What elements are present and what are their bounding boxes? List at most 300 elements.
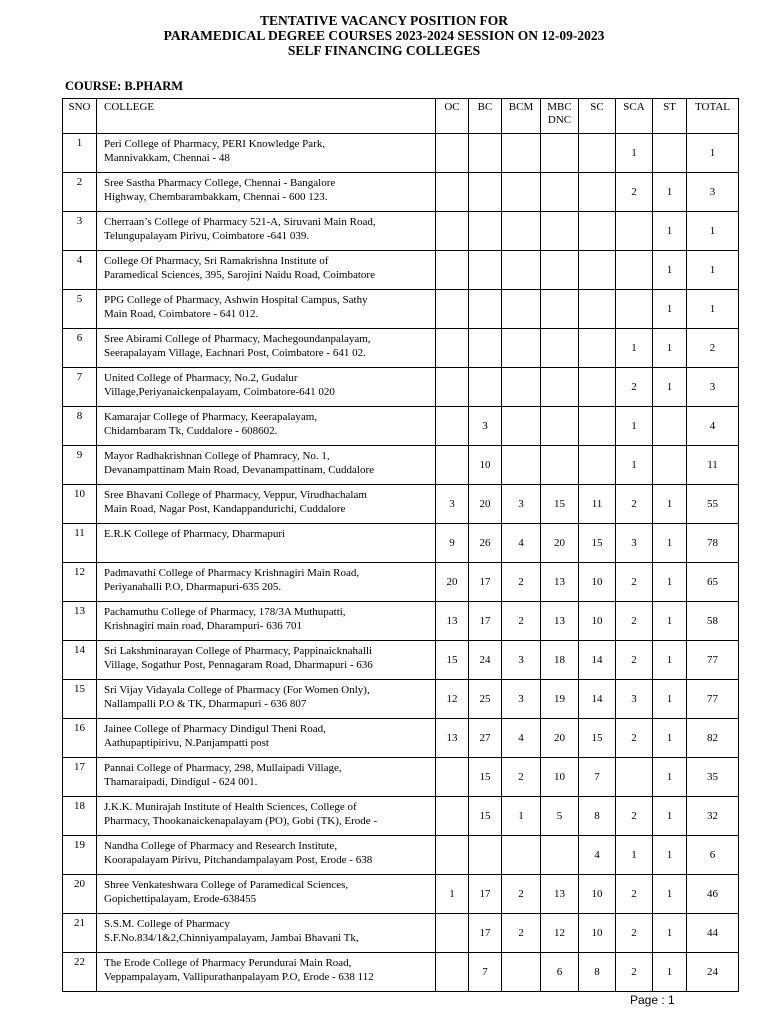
cell-sc bbox=[579, 173, 616, 212]
cell-college bbox=[97, 290, 436, 329]
cell-mbc: 13 bbox=[541, 602, 579, 641]
cell-sno: 20 bbox=[63, 875, 97, 914]
cell-college bbox=[97, 251, 436, 290]
cell-bc bbox=[469, 212, 502, 251]
cell-bc bbox=[469, 290, 502, 329]
cell-college bbox=[97, 719, 436, 758]
cell-total: 4 bbox=[687, 407, 739, 446]
cell-total: 55 bbox=[687, 485, 739, 524]
cell-bc: 17 bbox=[469, 563, 502, 602]
cell-st: 1 bbox=[653, 602, 687, 641]
cell-bc: 7 bbox=[469, 953, 502, 992]
cell-bcm bbox=[502, 212, 541, 251]
cell-sca bbox=[616, 758, 653, 797]
title-line-1: TENTATIVE VACANCY POSITION FOR bbox=[260, 13, 508, 28]
college-name-line-1: Peri College of Pharmacy, PERI Knowledge Park, bbox=[104, 138, 326, 150]
cell-sca: 1 bbox=[616, 407, 653, 446]
college-name-line-2: Seerapalayam Village, Eachnari Post, Coimbatore - 641 02. bbox=[104, 347, 366, 359]
page-number: Page : 1 bbox=[630, 993, 675, 1007]
cell-oc bbox=[436, 368, 469, 407]
cell-sc: 11 bbox=[579, 485, 616, 524]
cell-bcm bbox=[502, 368, 541, 407]
table-row bbox=[63, 524, 739, 563]
cell-sno: 15 bbox=[63, 680, 97, 719]
cell-college bbox=[97, 524, 436, 563]
cell-sc bbox=[579, 329, 616, 368]
cell-bc: 26 bbox=[469, 524, 502, 563]
college-name-line-1: United College of Pharmacy, No.2, Gudalur bbox=[104, 372, 298, 384]
college-name-line-2: Mannivakkam, Chennai - 48 bbox=[104, 152, 230, 164]
cell-sca bbox=[616, 290, 653, 329]
cell-mbc bbox=[541, 407, 579, 446]
cell-sca: 1 bbox=[616, 329, 653, 368]
cell-oc: 20 bbox=[436, 563, 469, 602]
college-name-line-2: Aathupaptipirivu, N.Panjampatti post bbox=[104, 737, 269, 749]
college-name-line-2: Village, Sogathur Post, Pennagaram Road, Dharmapuri - 636 bbox=[104, 659, 373, 671]
cell-sca bbox=[616, 212, 653, 251]
cell-bc: 17 bbox=[469, 602, 502, 641]
college-name-line-2: Main Road, Coimbatore - 641 012. bbox=[104, 308, 259, 320]
cell-bcm bbox=[502, 407, 541, 446]
cell-college bbox=[97, 407, 436, 446]
table-row bbox=[63, 836, 739, 875]
college-name-line-2: Krishnagiri main road, Dharampuri- 636 701 bbox=[104, 620, 302, 632]
cell-st bbox=[653, 134, 687, 173]
cell-mbc: 20 bbox=[541, 524, 579, 563]
cell-mbc: 19 bbox=[541, 680, 579, 719]
college-name-line-1: Jainee College of Pharmacy Dindigul Theni Road, bbox=[104, 723, 326, 735]
cell-mbc bbox=[541, 134, 579, 173]
cell-sca bbox=[616, 251, 653, 290]
cell-mbc: 15 bbox=[541, 485, 579, 524]
cell-st: 1 bbox=[653, 329, 687, 368]
cell-st bbox=[653, 407, 687, 446]
cell-oc: 1 bbox=[436, 875, 469, 914]
col-header-mbc: MBC bbox=[547, 101, 572, 113]
cell-sca: 1 bbox=[616, 134, 653, 173]
cell-sno: 3 bbox=[63, 212, 97, 251]
cell-st: 1 bbox=[653, 953, 687, 992]
cell-total: 35 bbox=[687, 758, 739, 797]
cell-sc: 7 bbox=[579, 758, 616, 797]
cell-sc bbox=[579, 212, 616, 251]
cell-sno: 6 bbox=[63, 329, 97, 368]
cell-bcm bbox=[502, 953, 541, 992]
cell-oc bbox=[436, 914, 469, 953]
cell-college bbox=[97, 953, 436, 992]
cell-oc bbox=[436, 446, 469, 485]
cell-st: 1 bbox=[653, 758, 687, 797]
college-name-line-1: PPG College of Pharmacy, Ashwin Hospital Campus, Sathy bbox=[104, 294, 368, 306]
cell-sc: 10 bbox=[579, 602, 616, 641]
col-header-college: COLLEGE bbox=[97, 99, 436, 134]
college-name-line-2: Pharmacy, Thookanaickenapalayam (PO), Gobi (TK), Erode - bbox=[104, 815, 378, 827]
cell-sc bbox=[579, 446, 616, 485]
cell-total: 11 bbox=[687, 446, 739, 485]
cell-oc: 13 bbox=[436, 602, 469, 641]
cell-bc bbox=[469, 368, 502, 407]
title-line-3: SELF FINANCING COLLEGES bbox=[287, 43, 481, 58]
cell-total: 82 bbox=[687, 719, 739, 758]
cell-total: 1 bbox=[687, 290, 739, 329]
col-header-oc: OC bbox=[436, 99, 469, 134]
table-row bbox=[63, 251, 739, 290]
table-row bbox=[63, 485, 739, 524]
college-name-line-2: S.F.No.834/1&2,Chinniyampalayam, Jambai Bhavani Tk, bbox=[104, 932, 359, 944]
cell-college bbox=[97, 368, 436, 407]
table-row bbox=[63, 914, 739, 953]
cell-total: 2 bbox=[687, 329, 739, 368]
table-row bbox=[63, 875, 739, 914]
college-name-line-1: Shree Venkateshwara College of Paramedical Sciences, bbox=[104, 879, 349, 891]
table-row bbox=[63, 212, 739, 251]
cell-sno: 14 bbox=[63, 641, 97, 680]
cell-bc bbox=[469, 329, 502, 368]
cell-total: 77 bbox=[687, 641, 739, 680]
cell-college bbox=[97, 563, 436, 602]
cell-sc: 15 bbox=[579, 524, 616, 563]
table-row bbox=[63, 563, 739, 602]
cell-sca: 2 bbox=[616, 875, 653, 914]
college-name-line-1: Pachamuthu College of Pharmacy, 178/3A Muthupatti, bbox=[104, 606, 346, 618]
cell-total: 46 bbox=[687, 875, 739, 914]
table-body bbox=[63, 134, 739, 992]
cell-sno: 21 bbox=[63, 914, 97, 953]
vacancy-table bbox=[62, 98, 739, 992]
cell-bc: 20 bbox=[469, 485, 502, 524]
college-name-line-1: Padmavathi College of Pharmacy Krishnagiri Main Road, bbox=[104, 567, 360, 579]
cell-college bbox=[97, 212, 436, 251]
cell-bcm: 4 bbox=[502, 524, 541, 563]
cell-sno: 2 bbox=[63, 173, 97, 212]
table-row bbox=[63, 797, 739, 836]
cell-sc: 14 bbox=[579, 641, 616, 680]
college-name-line-1: Sri Lakshminarayan College of Pharmacy, Pappinaicknahalli bbox=[104, 645, 373, 657]
cell-sca: 3 bbox=[616, 524, 653, 563]
cell-mbc: 6 bbox=[541, 953, 579, 992]
cell-sc bbox=[579, 368, 616, 407]
college-name-line-2: Telungupalayam Pirivu, Coimbatore -641 039. bbox=[104, 230, 310, 242]
cell-mbc bbox=[541, 290, 579, 329]
college-name-line-1: Mayor Radhakrishnan College of Phamracy, No. 1, bbox=[104, 450, 330, 462]
college-name-line-2: Periyanahalli P.O, Dharmapuri-635 205. bbox=[104, 581, 282, 593]
table-row bbox=[63, 719, 739, 758]
col-header-bc: BC bbox=[469, 99, 502, 134]
table-row bbox=[63, 641, 739, 680]
cell-college bbox=[97, 836, 436, 875]
cell-bcm bbox=[502, 134, 541, 173]
cell-bcm bbox=[502, 290, 541, 329]
cell-bc: 15 bbox=[469, 797, 502, 836]
cell-bcm bbox=[502, 329, 541, 368]
cell-bc: 24 bbox=[469, 641, 502, 680]
cell-bc: 17 bbox=[469, 875, 502, 914]
cell-total: 58 bbox=[687, 602, 739, 641]
cell-college bbox=[97, 173, 436, 212]
cell-sc: 4 bbox=[579, 836, 616, 875]
college-name-line-2: Highway, Chembarambakkam, Chennai - 600 123. bbox=[104, 191, 328, 203]
cell-bc: 15 bbox=[469, 758, 502, 797]
cell-college bbox=[97, 758, 436, 797]
cell-mbc: 13 bbox=[541, 563, 579, 602]
col-header-bcm: BCM bbox=[502, 99, 541, 134]
college-name-line-2: Koorapalayam Pirivu, Pitchandampalayam Post, Erode - 638 bbox=[104, 854, 373, 866]
cell-bc bbox=[469, 173, 502, 212]
table-row bbox=[63, 953, 739, 992]
cell-sc bbox=[579, 407, 616, 446]
cell-sno: 18 bbox=[63, 797, 97, 836]
college-name-line-1: S.S.M. College of Pharmacy bbox=[104, 918, 230, 930]
cell-sno: 5 bbox=[63, 290, 97, 329]
cell-total: 1 bbox=[687, 134, 739, 173]
table-row bbox=[63, 329, 739, 368]
college-name-line-1: Sree Bhavani College of Pharmacy, Veppur, Virudhachalam bbox=[104, 489, 367, 501]
cell-sca: 2 bbox=[616, 641, 653, 680]
col-header-mbc-dnc bbox=[541, 99, 579, 134]
cell-oc: 12 bbox=[436, 680, 469, 719]
cell-oc bbox=[436, 407, 469, 446]
cell-oc bbox=[436, 953, 469, 992]
cell-st: 1 bbox=[653, 368, 687, 407]
cell-mbc: 5 bbox=[541, 797, 579, 836]
table-row bbox=[63, 602, 739, 641]
college-name-line-1: Cherraan’s College of Pharmacy 521-A, Siruvani Main Road, bbox=[104, 216, 376, 228]
college-name-line-2: Village,Periyanaickenpalayam, Coimbatore-641 020 bbox=[104, 386, 335, 398]
cell-sc: 14 bbox=[579, 680, 616, 719]
cell-sca: 3 bbox=[616, 680, 653, 719]
cell-sc bbox=[579, 290, 616, 329]
cell-sc: 8 bbox=[579, 953, 616, 992]
col-header-dnc: DNC bbox=[547, 114, 572, 126]
cell-sno: 9 bbox=[63, 446, 97, 485]
cell-sca: 2 bbox=[616, 563, 653, 602]
cell-st: 1 bbox=[653, 173, 687, 212]
cell-sno: 1 bbox=[63, 134, 97, 173]
cell-bcm: 2 bbox=[502, 563, 541, 602]
cell-bcm: 3 bbox=[502, 680, 541, 719]
cell-sca: 1 bbox=[616, 446, 653, 485]
table-row bbox=[63, 446, 739, 485]
cell-st: 1 bbox=[653, 251, 687, 290]
cell-mbc bbox=[541, 251, 579, 290]
college-name-line-1: E.R.K College of Pharmacy, Dharmapuri bbox=[104, 528, 286, 540]
cell-sno: 13 bbox=[63, 602, 97, 641]
col-header-sno: SNO bbox=[63, 99, 97, 134]
cell-sc: 8 bbox=[579, 797, 616, 836]
cell-sca: 2 bbox=[616, 719, 653, 758]
cell-bcm: 3 bbox=[502, 641, 541, 680]
college-name-line-1: Pannai College of Pharmacy, 298, Mullaipadi Village, bbox=[104, 762, 342, 774]
cell-sno: 7 bbox=[63, 368, 97, 407]
cell-mbc bbox=[541, 368, 579, 407]
college-name-line-2: Paramedical Sciences, 395, Sarojini Naidu Road, Coimbatore bbox=[104, 269, 375, 281]
table-row bbox=[63, 758, 739, 797]
cell-sca: 2 bbox=[616, 914, 653, 953]
cell-oc bbox=[436, 212, 469, 251]
cell-sno: 8 bbox=[63, 407, 97, 446]
cell-oc bbox=[436, 797, 469, 836]
cell-college bbox=[97, 641, 436, 680]
cell-st: 1 bbox=[653, 212, 687, 251]
college-name-line-1: J.K.K. Munirajah Institute of Health Sciences, College of bbox=[104, 801, 357, 813]
cell-sca: 2 bbox=[616, 485, 653, 524]
college-name-line-1: Nandha College of Pharmacy and Research Institute, bbox=[104, 840, 338, 852]
table-row bbox=[63, 680, 739, 719]
cell-st: 1 bbox=[653, 641, 687, 680]
college-name-line-1: Sri Vijay Vidayala College of Pharmacy (For Women Only), bbox=[104, 684, 370, 696]
cell-sno: 12 bbox=[63, 563, 97, 602]
cell-college bbox=[97, 875, 436, 914]
cell-st: 1 bbox=[653, 485, 687, 524]
cell-mbc: 13 bbox=[541, 875, 579, 914]
cell-oc: 15 bbox=[436, 641, 469, 680]
col-header-total: TOTAL bbox=[687, 99, 739, 134]
cell-bcm: 2 bbox=[502, 914, 541, 953]
cell-total: 1 bbox=[687, 212, 739, 251]
cell-bcm bbox=[502, 836, 541, 875]
cell-bcm: 2 bbox=[502, 875, 541, 914]
cell-bcm: 2 bbox=[502, 758, 541, 797]
cell-oc: 9 bbox=[436, 524, 469, 563]
cell-bc bbox=[469, 836, 502, 875]
cell-sc: 10 bbox=[579, 914, 616, 953]
cell-bcm: 3 bbox=[502, 485, 541, 524]
cell-st bbox=[653, 446, 687, 485]
cell-total: 77 bbox=[687, 680, 739, 719]
course-label: COURSE: B.PHARM bbox=[65, 79, 184, 93]
table-header-row bbox=[63, 99, 739, 134]
cell-sc bbox=[579, 251, 616, 290]
cell-bc: 3 bbox=[469, 407, 502, 446]
cell-oc bbox=[436, 134, 469, 173]
cell-sno: 16 bbox=[63, 719, 97, 758]
college-name-line-2: Gopichettipalayam, Erode-638455 bbox=[104, 893, 257, 905]
cell-sno: 4 bbox=[63, 251, 97, 290]
cell-sc: 10 bbox=[579, 875, 616, 914]
cell-bc bbox=[469, 134, 502, 173]
cell-mbc: 18 bbox=[541, 641, 579, 680]
cell-bcm bbox=[502, 446, 541, 485]
cell-mbc: 10 bbox=[541, 758, 579, 797]
cell-sno: 22 bbox=[63, 953, 97, 992]
cell-oc bbox=[436, 329, 469, 368]
cell-total: 32 bbox=[687, 797, 739, 836]
college-name-line-1: Kamarajar College of Pharmacy, Keerapalayam, bbox=[104, 411, 318, 423]
cell-total: 3 bbox=[687, 173, 739, 212]
cell-sc: 15 bbox=[579, 719, 616, 758]
cell-college bbox=[97, 329, 436, 368]
cell-total: 3 bbox=[687, 368, 739, 407]
cell-total: 24 bbox=[687, 953, 739, 992]
cell-college bbox=[97, 680, 436, 719]
col-header-sca: SCA bbox=[616, 99, 653, 134]
cell-college bbox=[97, 914, 436, 953]
cell-st: 1 bbox=[653, 914, 687, 953]
cell-college bbox=[97, 446, 436, 485]
cell-total: 44 bbox=[687, 914, 739, 953]
cell-sca: 2 bbox=[616, 368, 653, 407]
cell-college bbox=[97, 485, 436, 524]
cell-sno: 19 bbox=[63, 836, 97, 875]
cell-oc bbox=[436, 173, 469, 212]
table-row bbox=[63, 173, 739, 212]
cell-total: 1 bbox=[687, 251, 739, 290]
cell-college bbox=[97, 602, 436, 641]
cell-st: 1 bbox=[653, 290, 687, 329]
cell-oc bbox=[436, 758, 469, 797]
cell-st: 1 bbox=[653, 563, 687, 602]
cell-st: 1 bbox=[653, 875, 687, 914]
cell-sno: 10 bbox=[63, 485, 97, 524]
cell-sno: 17 bbox=[63, 758, 97, 797]
cell-bc: 10 bbox=[469, 446, 502, 485]
cell-mbc: 20 bbox=[541, 719, 579, 758]
cell-sca: 2 bbox=[616, 797, 653, 836]
college-name-line-1: The Erode College of Pharmacy Perundurai Main Road, bbox=[104, 957, 352, 969]
cell-college bbox=[97, 797, 436, 836]
cell-oc: 13 bbox=[436, 719, 469, 758]
cell-bc bbox=[469, 251, 502, 290]
college-name-line-2: Thamaraipadi, Dindigul - 624 001. bbox=[104, 776, 258, 788]
cell-mbc bbox=[541, 836, 579, 875]
cell-sno: 11 bbox=[63, 524, 97, 563]
cell-mbc bbox=[541, 446, 579, 485]
cell-total: 6 bbox=[687, 836, 739, 875]
cell-bcm bbox=[502, 251, 541, 290]
cell-st: 1 bbox=[653, 680, 687, 719]
col-header-sc: SC bbox=[579, 99, 616, 134]
cell-total: 78 bbox=[687, 524, 739, 563]
table-row bbox=[63, 134, 739, 173]
cell-sc: 10 bbox=[579, 563, 616, 602]
cell-bcm bbox=[502, 173, 541, 212]
cell-mbc bbox=[541, 329, 579, 368]
cell-mbc bbox=[541, 212, 579, 251]
college-name-line-2: Veppampalayam, Vallipurathanpalayam P.O, Erode - 638 112 bbox=[104, 971, 374, 983]
cell-sc bbox=[579, 134, 616, 173]
cell-mbc bbox=[541, 173, 579, 212]
cell-oc bbox=[436, 290, 469, 329]
cell-oc bbox=[436, 836, 469, 875]
college-name-line-1: Sree Sastha Pharmacy College, Chennai - Bangalore bbox=[104, 177, 336, 189]
cell-st: 1 bbox=[653, 719, 687, 758]
cell-bcm: 1 bbox=[502, 797, 541, 836]
college-name-line-2: Devanampattinam Main Road, Devanampattinam, Cuddalore bbox=[104, 464, 375, 476]
cell-total: 65 bbox=[687, 563, 739, 602]
college-name-line-1: College Of Pharmacy, Sri Ramakrishna Institute of bbox=[104, 255, 329, 267]
college-name-line-2: Chidambaram Tk, Cuddalore - 608602. bbox=[104, 425, 278, 437]
cell-bcm: 4 bbox=[502, 719, 541, 758]
college-name-line-2: Main Road, Nagar Post, Kandappandurichi, Cuddalore bbox=[104, 503, 346, 515]
college-name-line-2: Nallampalli P.O & TK, Dharmapuri - 636 807 bbox=[104, 698, 307, 710]
table-row bbox=[63, 368, 739, 407]
cell-oc: 3 bbox=[436, 485, 469, 524]
table-row bbox=[63, 290, 739, 329]
cell-bc: 17 bbox=[469, 914, 502, 953]
cell-st: 1 bbox=[653, 797, 687, 836]
cell-bc: 25 bbox=[469, 680, 502, 719]
cell-sca: 2 bbox=[616, 602, 653, 641]
cell-st: 1 bbox=[653, 836, 687, 875]
col-header-st: ST bbox=[653, 99, 687, 134]
table-row bbox=[63, 407, 739, 446]
cell-mbc: 12 bbox=[541, 914, 579, 953]
cell-sca: 1 bbox=[616, 836, 653, 875]
cell-bcm: 2 bbox=[502, 602, 541, 641]
cell-bc: 27 bbox=[469, 719, 502, 758]
title-line-2: PARAMEDICAL DEGREE COURSES 2023-2024 SESSION ON 12-09-2023 bbox=[163, 28, 605, 43]
college-name-line-1: Sree Abirami College of Pharmacy, Machegoundanpalayam, bbox=[104, 333, 371, 345]
